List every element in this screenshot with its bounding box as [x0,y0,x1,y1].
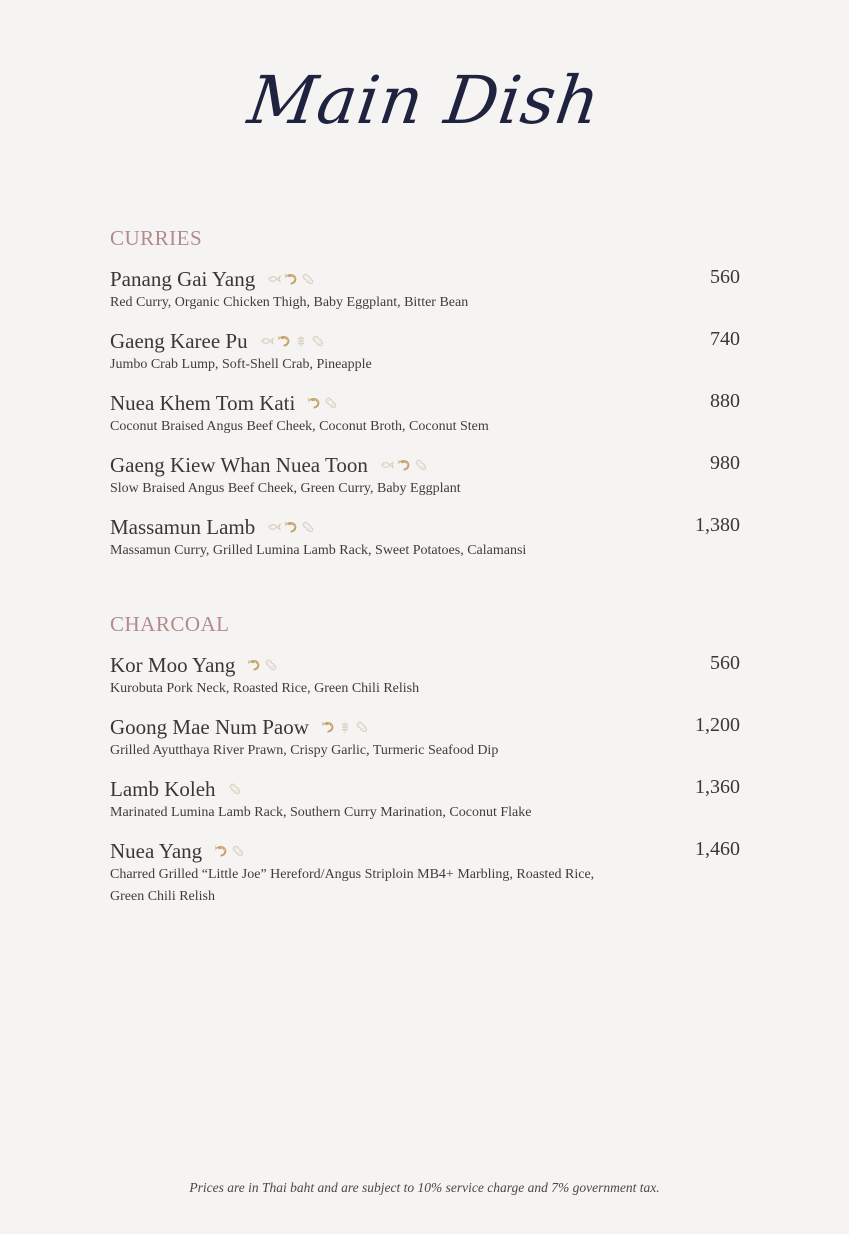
menu-item-header [110,452,740,478]
menu-item-description: Coconut Braised Angus Beef Cheek, Coconut Broth, Coconut Stem [110,419,489,434]
peanut-icon [301,520,315,534]
menu-item [110,652,740,700]
allergen-icons [307,396,338,410]
menu-item-description: Red Curry, Organic Chicken Thigh, Baby Eggplant, Bitter Bean [110,295,469,310]
menu-item [110,514,740,562]
section-curries [110,226,740,256]
fish-icon [260,334,274,348]
menu-item-name: Gaeng Karee Pu [110,328,248,353]
gluten-icon [338,720,352,734]
peanut-icon [228,782,242,796]
peanut-icon [414,458,428,472]
allergen-icons [228,782,242,796]
peanut-icon [264,658,278,672]
menu-item-description: Massamun Curry, Grilled Lumina Lamb Rack, Sweet Potatoes, Calamansi [110,543,527,558]
menu-item-name: Nuea Khem Tom Kati [110,390,296,415]
shellfish-icon [307,396,321,410]
shellfish-icon [284,272,298,286]
menu-item-description: Charred Grilled “Little Joe” Hereford/Angus Striploin MB4+ Marbling, Roasted Rice, Green Chili Relish [110,867,595,904]
allergen-icons [380,458,428,472]
menu-item-description: Slow Braised Angus Beef Cheek, Green Curry, Baby Eggplant [110,481,461,496]
menu-item-description: Kurobuta Pork Neck, Roasted Rice, Green Chili Relish [110,681,420,696]
section-heading: CHARCOAL [110,612,230,636]
section-heading: CURRIES [110,226,203,250]
menu-item-header [110,328,740,354]
shellfish-icon [214,844,228,858]
allergen-icons [214,844,245,858]
shellfish-icon [397,458,411,472]
peanut-icon [231,844,245,858]
menu-item-price: 1,360 [695,776,740,798]
menu-item-price: 1,460 [695,838,740,860]
menu-item-header [110,266,740,292]
menu-item [110,714,740,762]
menu-item-header [110,390,740,416]
menu-item-header [110,714,740,740]
menu-item-header [110,514,740,540]
menu-item-price: 1,380 [695,514,740,536]
allergen-icons [267,272,315,286]
peanut-icon [311,334,325,348]
allergen-icons [267,520,315,534]
fish-icon [267,520,281,534]
fish-icon [267,272,281,286]
menu-item-name: Panang Gai Yang [110,266,256,291]
menu-item [110,328,740,376]
menu-item [110,838,740,908]
menu-item-name: Gaeng Kiew Whan Nuea Toon [110,452,368,477]
peanut-icon [301,272,315,286]
allergen-icons [260,334,325,348]
menu-item-name: Nuea Yang [110,838,203,863]
menu-item [110,266,740,314]
menu-item [110,390,740,438]
allergen-icons [247,658,278,672]
shellfish-icon [247,658,261,672]
allergen-icons [321,720,369,734]
menu-item-description: Marinated Lumina Lamb Rack, Southern Curry Marination, Coconut Flake [110,805,532,820]
shellfish-icon [321,720,335,734]
menu-item-price: 560 [710,266,740,288]
shellfish-icon [277,334,291,348]
menu-item-header [110,838,740,864]
menu-item-price: 560 [710,652,740,674]
page-title: Main Dish [243,62,606,139]
menu-item-name: Massamun Lamb [110,514,256,539]
shellfish-icon [284,520,298,534]
menu-item-name: Lamb Koleh [110,776,216,801]
footer-note: Prices are in Thai baht and are subject to 10% service charge and 7% government tax. [189,1180,660,1195]
menu-item-name: Goong Mae Num Paow [110,714,309,739]
menu-item-header [110,776,740,802]
section-charcoal [110,612,740,642]
gluten-icon [294,334,308,348]
peanut-icon [355,720,369,734]
menu-item-price: 1,200 [695,714,740,736]
peanut-icon [324,396,338,410]
menu-item-header [110,652,740,678]
menu-item-price: 880 [710,390,740,412]
menu-item-price: 740 [710,328,740,350]
menu-item-description: Grilled Ayutthaya River Prawn, Crispy Garlic, Turmeric Seafood Dip [110,743,499,758]
fish-icon [380,458,394,472]
menu-item [110,776,740,824]
menu-item [110,452,740,500]
menu-item-price: 980 [710,452,740,474]
menu-item-description: Jumbo Crab Lump, Soft-Shell Crab, Pineapple [110,357,372,372]
menu-item-name: Kor Moo Yang [110,652,236,677]
